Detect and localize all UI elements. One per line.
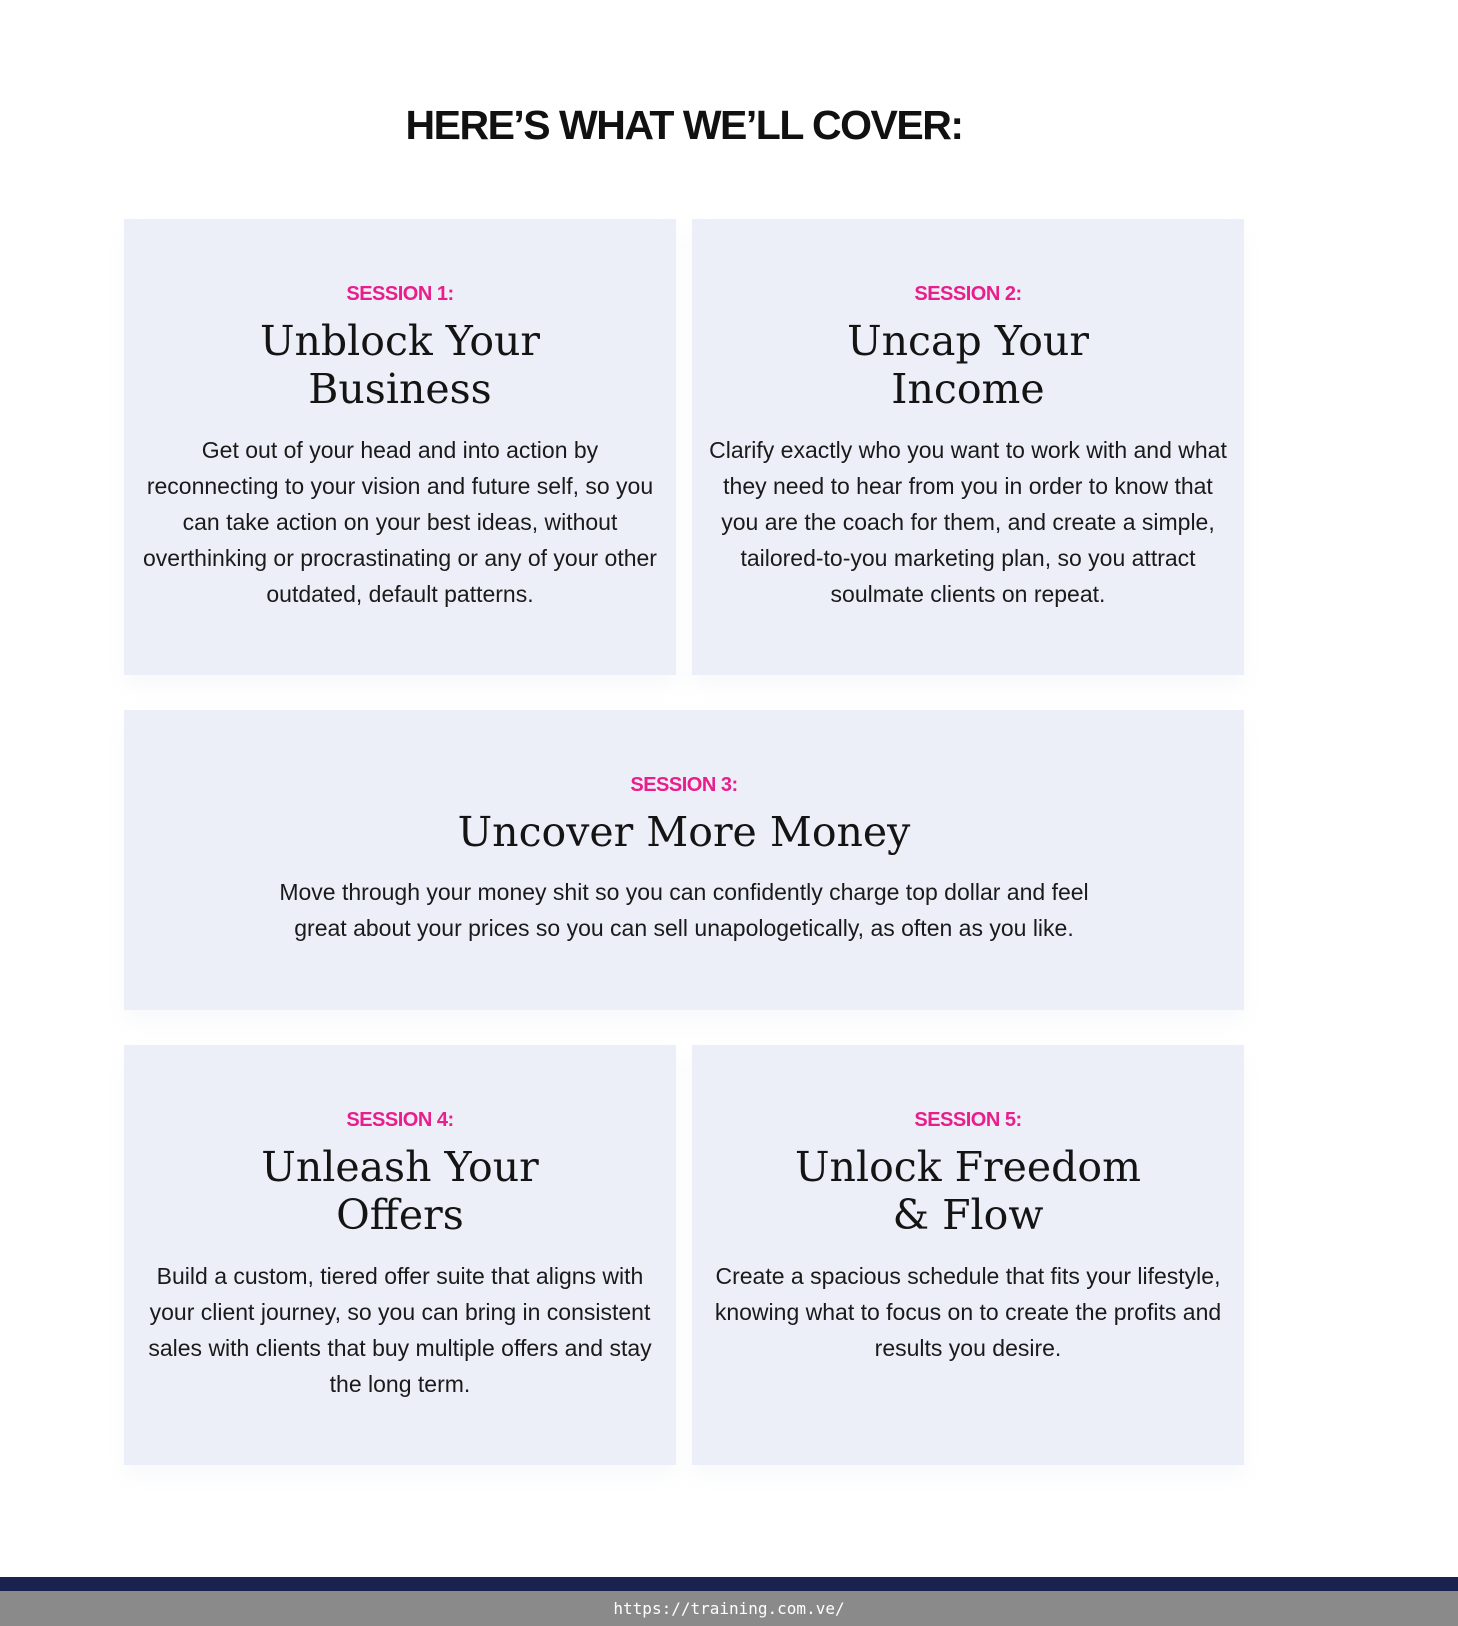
footer-bar bbox=[0, 1577, 1458, 1591]
session-title: Unleash Your Offers bbox=[261, 1143, 539, 1239]
session-description: Build a custom, tiered offer suite that aligns with your client journey, so you can bring in consistent sales with clients that buy multiple offers and stay the long term. bbox=[148, 1263, 652, 1397]
session-label: SESSION 4: bbox=[346, 1109, 454, 1131]
session-title: Unlock Freedom & Flow bbox=[795, 1143, 1141, 1239]
session-label: SESSION 3: bbox=[630, 774, 738, 796]
section-heading: HERE’S WHAT WE’LL COVER: bbox=[405, 102, 963, 148]
session-title: Uncap Your Income bbox=[847, 317, 1089, 413]
session-card-2 bbox=[692, 219, 1244, 675]
session-card-1 bbox=[124, 219, 676, 675]
status-url-bar: https://training.com.ve/ bbox=[0, 1591, 1458, 1626]
session-description: Get out of your head and into action by reconnecting to your vision and future self, so you can take action on your best ideas, without overthinking or procrastinating or any of your other outdated, default patterns. bbox=[143, 437, 657, 607]
session-card-5 bbox=[692, 1045, 1244, 1465]
session-card-4 bbox=[124, 1045, 676, 1465]
session-title: Unblock Your Business bbox=[259, 317, 541, 413]
session-description: Create a spacious schedule that fits your lifestyle, knowing what to focus on to create the profits and results you desire. bbox=[714, 1263, 1222, 1361]
session-description: Move through your money shit so you can confidently charge top dollar and feel great about your prices so you can sell unapologetically, as often as you like. bbox=[279, 879, 1089, 941]
session-label: SESSION 5: bbox=[914, 1109, 1022, 1131]
session-title: Uncover More Money bbox=[457, 808, 911, 856]
session-label: SESSION 2: bbox=[914, 283, 1022, 305]
session-card-3 bbox=[124, 710, 1244, 1010]
session-description: Clarify exactly who you want to work with and what they need to hear from you in order to know that you are the coach for them, and create a simple, tailored-to-you marketing plan, so you attract soulmate clients on repeat. bbox=[709, 437, 1227, 607]
session-label: SESSION 1: bbox=[346, 283, 454, 305]
